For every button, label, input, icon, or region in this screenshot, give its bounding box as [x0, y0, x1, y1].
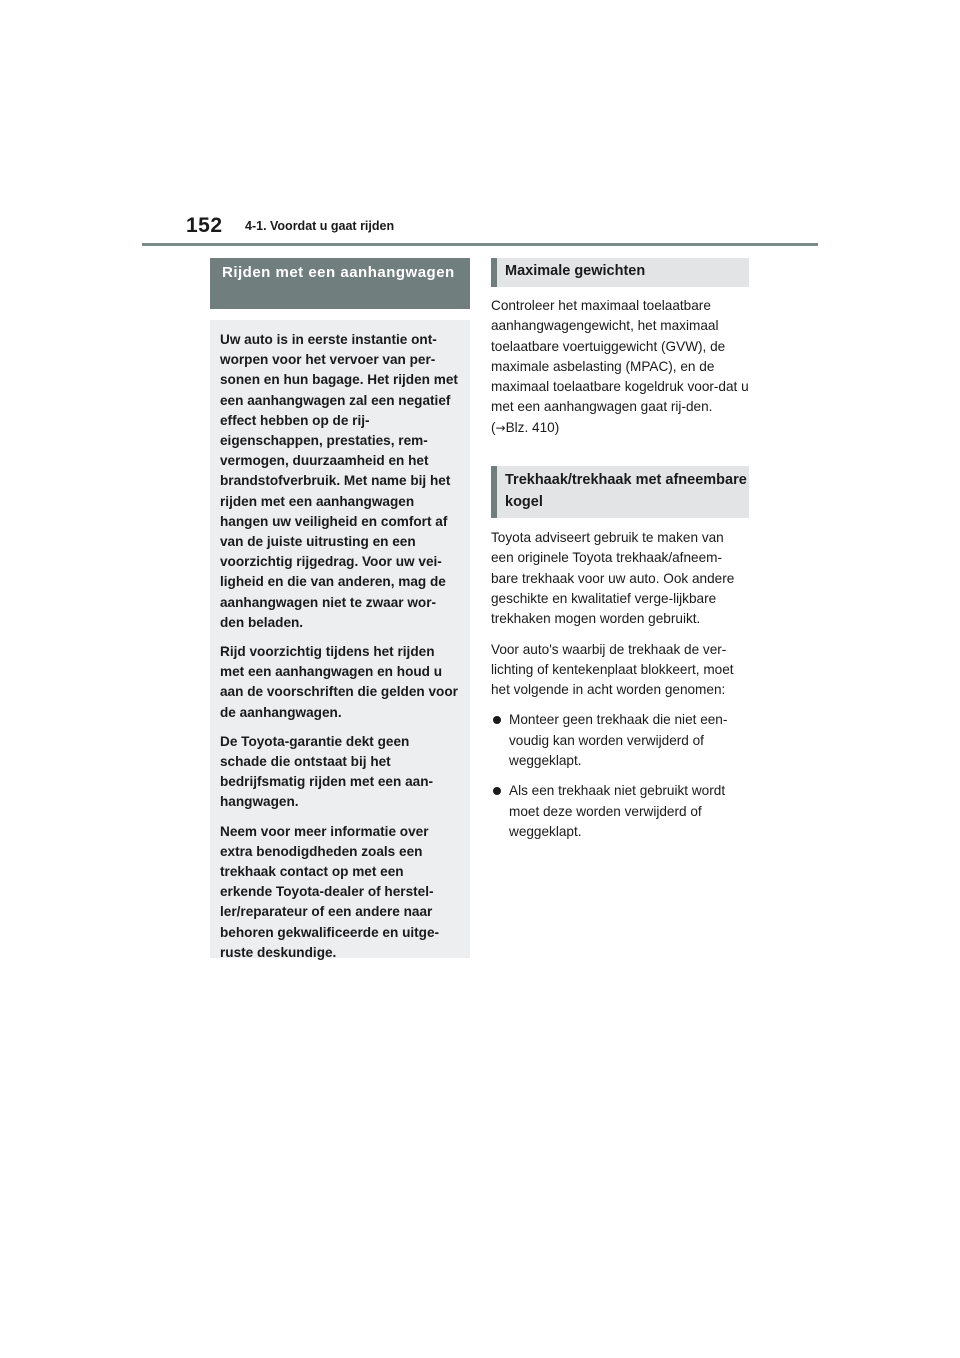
- bullet-text: Monteer geen trekhaak die niet een-voudig kan worden verwijderd of weggeklapt.: [509, 712, 728, 769]
- heading-maximale-gewichten: Maximale gewichten: [491, 258, 749, 287]
- gewichten-text: Controleer het maximaal toelaatbare aanhangwagengewicht, het maximaal toelaatbare voertuiggewicht (GVW), de maximale asbelasting (MPAC), en de maximaal toelaatbare kogeldruk voor-dat u met een aanhangwagen gaat rij-den. (: [491, 298, 749, 435]
- trekhaak-bullet-list: [491, 710, 749, 842]
- bullet-item: [491, 710, 749, 771]
- bullet-dot-icon: [493, 716, 501, 724]
- towing-paragraph-3: De Toyota-garantie dekt geen schade die ontstaat bij het bedrijfsmatig rijden met een aan-hangwagen.: [220, 733, 434, 810]
- towing-info-box: [210, 258, 470, 958]
- towing-box-title: Rijden met een aanhangwagen: [210, 258, 470, 309]
- towing-paragraph-4: Neem voor meer informatie over extra benodigdheden zoals een trekhaak contact op met een erkende Toyota-dealer of herstel-ler/reparateur of een andere naar behoren gekwalificeerde en uitge-ruste deskundige.: [220, 823, 440, 960]
- bullet-item: [491, 781, 749, 842]
- heading-trekhaak: Trekhaak/trekhaak met afneembare kogel: [491, 466, 749, 518]
- towing-paragraph-1: Uw auto is in eerste instantie ont-worpen voor het vervoer van per-sonen en hun bagage. Het rijden met een aanhangwagen zal een negatief effect hebben op de rij-eigenschappen, prestaties, rem-vermogen, duurzaamheid en het brandstofverbruik. Met name bij het rijden met een aanhangwagen hangen uw veiligheid en comfort af van de juiste uitrusting en een voorzichtig rijgedrag. Voor uw vei-ligheid en die van anderen, mag de aanhangwagen niet te zwaar wor-den beladen.: [220, 332, 458, 630]
- trekhaak-advies-paragraph: Toyota adviseert gebruik te maken van een originele Toyota trekhaak/afneem-bare trekhaak voor uw auto. Ook andere geschikte en kwalitatief verge-lijkbare trekhaken mogen worden gebruikt.: [491, 530, 735, 627]
- trekhaak-autos-paragraph: Voor auto's waarbij de trekhaak de ver-lichting of kentekenplaat blokkeert, moet het volgende in acht worden genomen:: [491, 641, 734, 698]
- gewichten-paragraph: [491, 296, 749, 438]
- towing-paragraph-2: Rijd voorzichtig tijdens het rijden met een aanhangwagen en houd u aan de voorschriften die gelden voor de aanhangwagen.: [220, 644, 458, 720]
- header-divider: [142, 243, 818, 246]
- right-column: [491, 258, 749, 852]
- arrow-icon: →: [495, 420, 506, 435]
- bullet-dot-icon: [493, 787, 501, 795]
- towing-box-body: [210, 320, 470, 958]
- page-number: 152: [186, 214, 223, 237]
- page-reference-link[interactable]: Blz. 410): [505, 419, 560, 435]
- bullet-text: Als een trekhaak niet gebruikt wordt moet deze worden verwijderd of weggeklapt.: [509, 783, 726, 839]
- section-title: 4-1. Voordat u gaat rijden: [245, 219, 395, 233]
